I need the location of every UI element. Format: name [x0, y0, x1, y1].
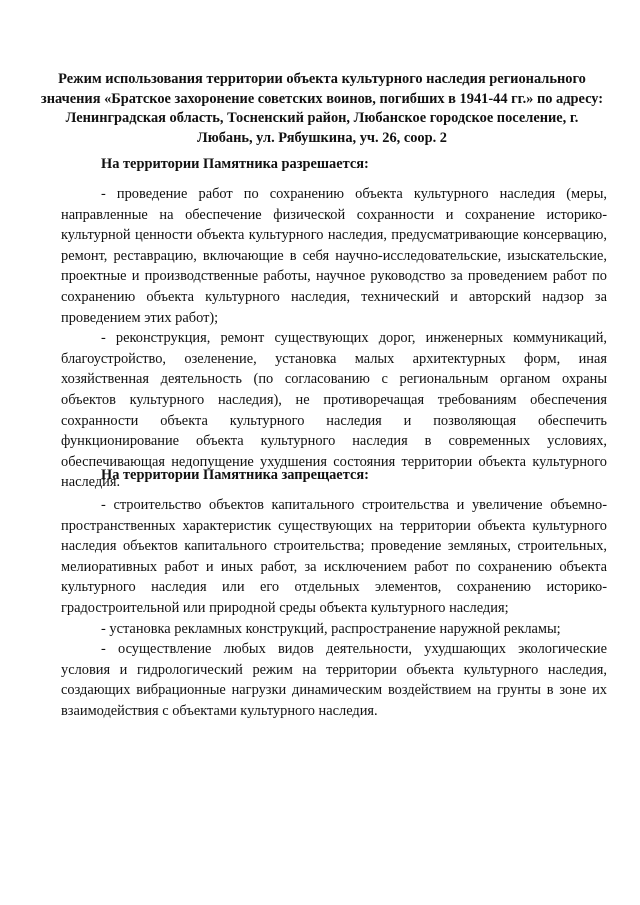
allowed-list [61, 184, 607, 493]
prohibited-item: - строительство объектов капитального строительства и увеличение объемно-пространственных характеристик существующих на территории объекта культурного наследия объектов капитального строительства; проведение земляных, строительных, мелиоративных работ и иных работ, за исключением работ по сохранению объекта культурного наследия или его отдельных элементов, сохранению историко-градостроительной или природной среды объекта культурного наследия; [61, 497, 607, 616]
prohibited-heading: На территории Памятника запрещается: [101, 467, 369, 483]
document-title: Режим использования территории объекта культурного наследия регионального значения «Братское захоронение советских воинов, погибших в 1941-44 гг.» по адресу: Ленинградская область, Тосненский район, Любанское городское поселение, г. Любань, ул. Рябушкина, уч. 26, соор. 2 [40, 71, 604, 146]
allowed-item: - проведение работ по сохранению объекта культурного наследия (меры, направленные на обеспечение физической сохранности и сохранение историко-культурной ценности объекта культурного наследия, предусматривающие консервацию, ремонт, реставрацию, включающие в себя научно-исследовательские, изыскательские, проектные и производственные работы, научное руководство за проведением работ по сохранению объекта культурного наследия, технический и авторский надзор за проведением этих работ); [61, 186, 607, 326]
prohibited-item: - установка рекламных конструкций, распространение наружной рекламы; [101, 620, 561, 637]
prohibited-item: - осуществление любых видов деятельности, ухудшающих экологические условия и гидрологический режим на территории объекта культурного наследия, создающих вибрационные нагрузки динамическим воздействием на грунты в зоне их взаимодействия с объектами культурного наследия. [61, 641, 607, 719]
prohibited-list [61, 495, 607, 722]
allowed-item: - реконструкция, ремонт существующих дорог, инженерных коммуникаций, благоустройство, озеленение, установка малых архитектурных форм, иная хозяйственная деятельность (по согласованию с региональным органом охраны объектов культурного наследия), не противоречащая требованиям обеспечения сохранности объекта культурного наследия и позволяющая обеспечить функционирование объекта культурного наследия в современных условиях, обеспечивающая недопущение ухудшения состояния территории объекта культурного наследия. [61, 330, 607, 491]
allowed-heading: На территории Памятника разрешается: [101, 156, 369, 172]
